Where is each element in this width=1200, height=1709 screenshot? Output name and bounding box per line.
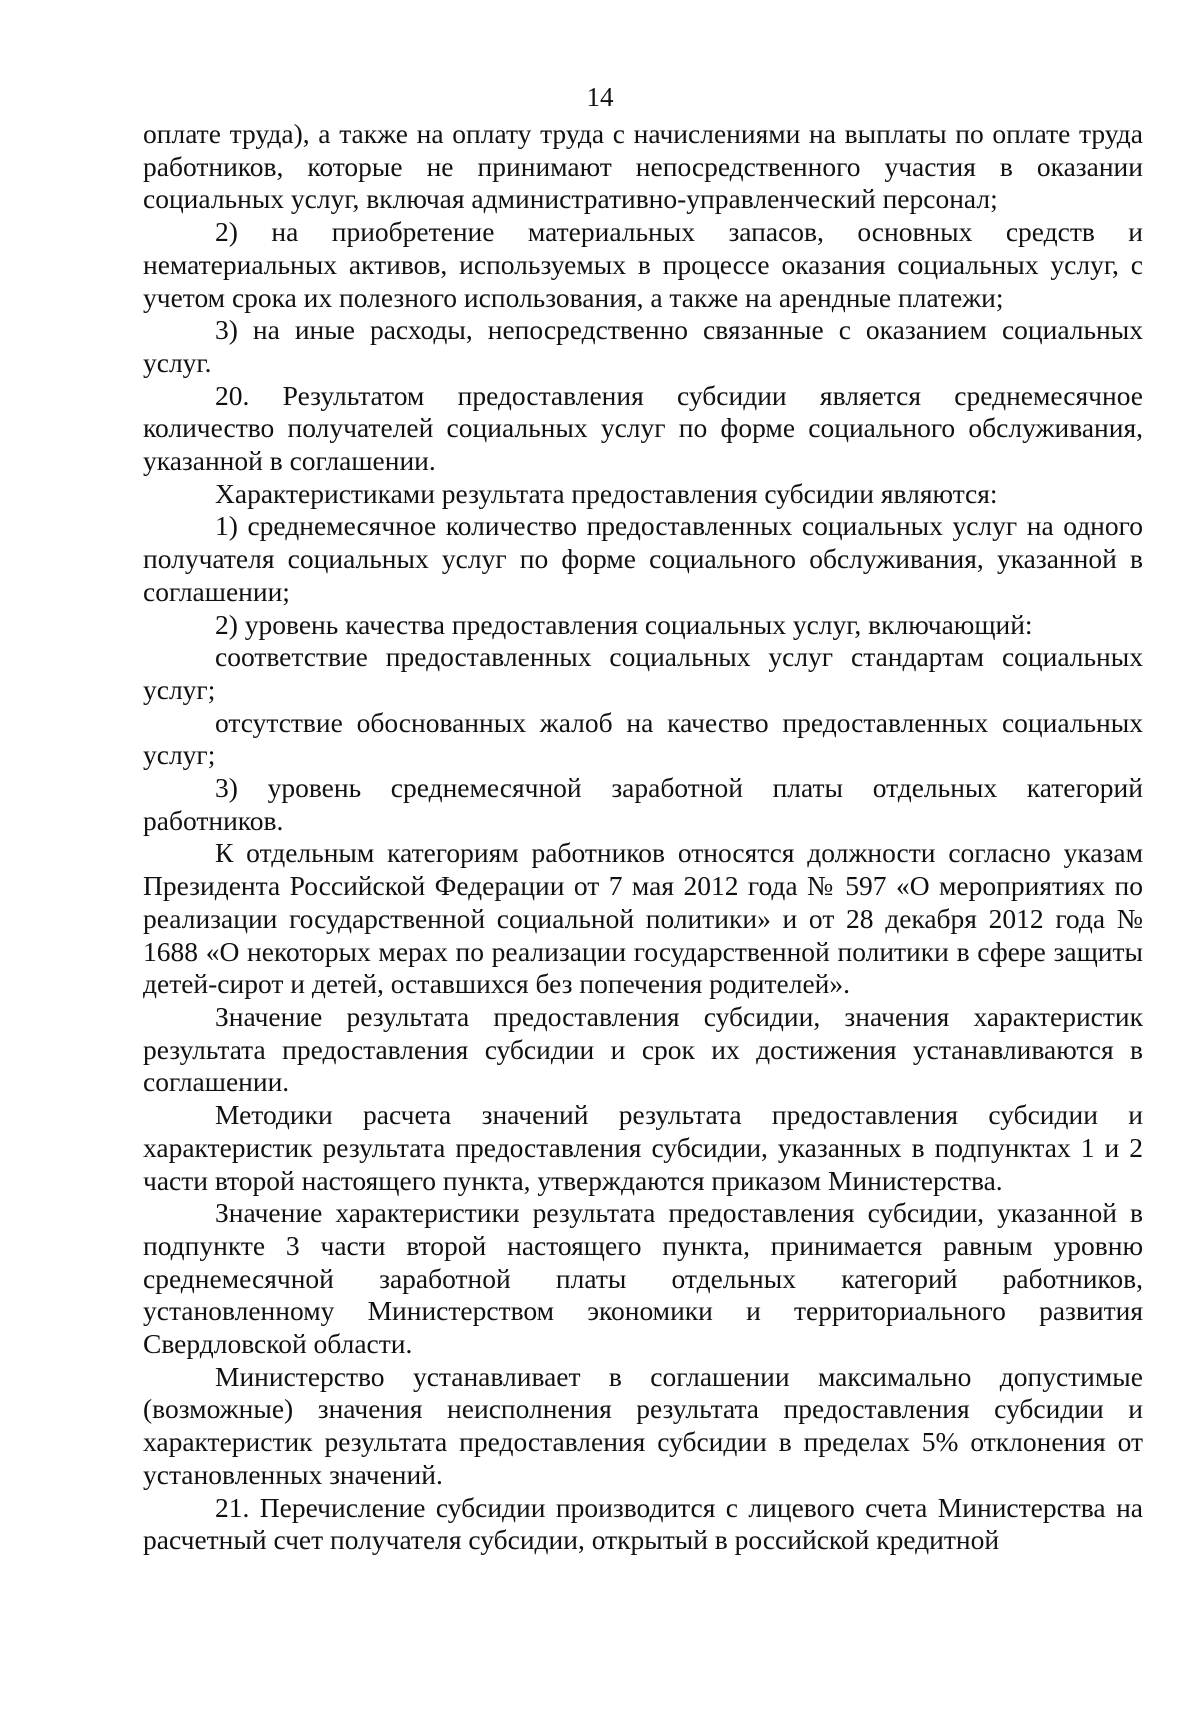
paragraph-characteristic-3-value: Значение характеристики результата предоставления субсидии, указанной в подпункте 3 части второй настоящего пункта, принимается равным уровню среднемесячной заработной платы отдельных категорий работников, установленному Министерством экономики и территориального развития Свердловской области. [143, 1197, 1143, 1360]
paragraph-item-3-other-expenses: 3) на иные расходы, непосредственно связанные с оказанием социальных услуг. [143, 314, 1143, 378]
paragraph-characteristic-1: 1) среднемесячное количество предоставленных социальных услуг на одного получателя социальных услуг по форме социального обслуживания, указанной в соглашении; [143, 510, 1143, 607]
paragraph-calculation-methods: Методики расчета значений результата предоставления субсидии и характеристик результата предоставления субсидии, указанных в подпунктах 1 и 2 части второй настоящего пункта, утверждаются приказом Министерства. [143, 1099, 1143, 1196]
paragraph-characteristic-3: 3) уровень среднемесячной заработной платы отдельных категорий работников. [143, 772, 1143, 836]
paragraph-values-in-agreement: Значение результата предоставления субсидии, значения характеристик результата предоставления субсидии и срок их достижения устанавливаются в соглашении. [143, 1000, 1143, 1098]
paragraph-worker-categories: К отдельным категориям работников относятся должности согласно указам Президента Российской Федерации от 7 мая 2012 года № 597 «О мероприятиях по реализации государственной социальной политики» и от 28 декабря 2012 года № 1688 «О некоторых мерах по реализации государственной политики в сфере защиты детей-сирот и детей, оставшихся без попечения родителей». [143, 837, 1143, 1000]
paragraph-item-2-materials: 2) на приобретение материальных запасов, основных средств и нематериальных активов, используемых в процессе оказания социальных услуг, с учетом срока их полезного использования, а также на арендные платежи; [143, 216, 1143, 313]
paragraph-characteristic-2: 2) уровень качества предоставления социальных услуг, включающий: [215, 608, 1033, 640]
paragraph-clause-21-transfer: 21. Перечисление субсидии производится с лицевого счета Министерства на расчетный счет получателя субсидии, открытый в российской кредитной [143, 1491, 1143, 1556]
paragraph-clause-20-result: 20. Результатом предоставления субсидии является среднемесячное количество получателей социальных услуг по форме социального обслуживания, указанной в соглашении. [143, 379, 1143, 477]
page-number: 14 [586, 82, 614, 112]
paragraph-result-characteristics: Характеристиками результата предоставления субсидии являются: [215, 477, 998, 509]
paragraph-standards-compliance: соответствие предоставленных социальных услуг стандартам социальных услуг; [143, 641, 1143, 705]
paragraph-no-complaints: отсутствие обоснованных жалоб на качество предоставленных социальных услуг; [143, 706, 1143, 771]
paragraph-continuation-wages: оплате труда), а также на оплату труда с начислениями на выплаты по оплате труда работников, которые не принимают непосредственного участия в оказании социальных услуг, включая административно-управленческий персонал; [143, 118, 1143, 215]
paragraph-deviation-limits: Министерство устанавливает в соглашении максимально допустимые (возможные) значения неисполнения результата предоставления субсидии и характеристик результата предоставления субсидии в пределах 5% отклонения от установленных значений. [143, 1360, 1143, 1490]
document-body [143, 118, 1143, 1557]
